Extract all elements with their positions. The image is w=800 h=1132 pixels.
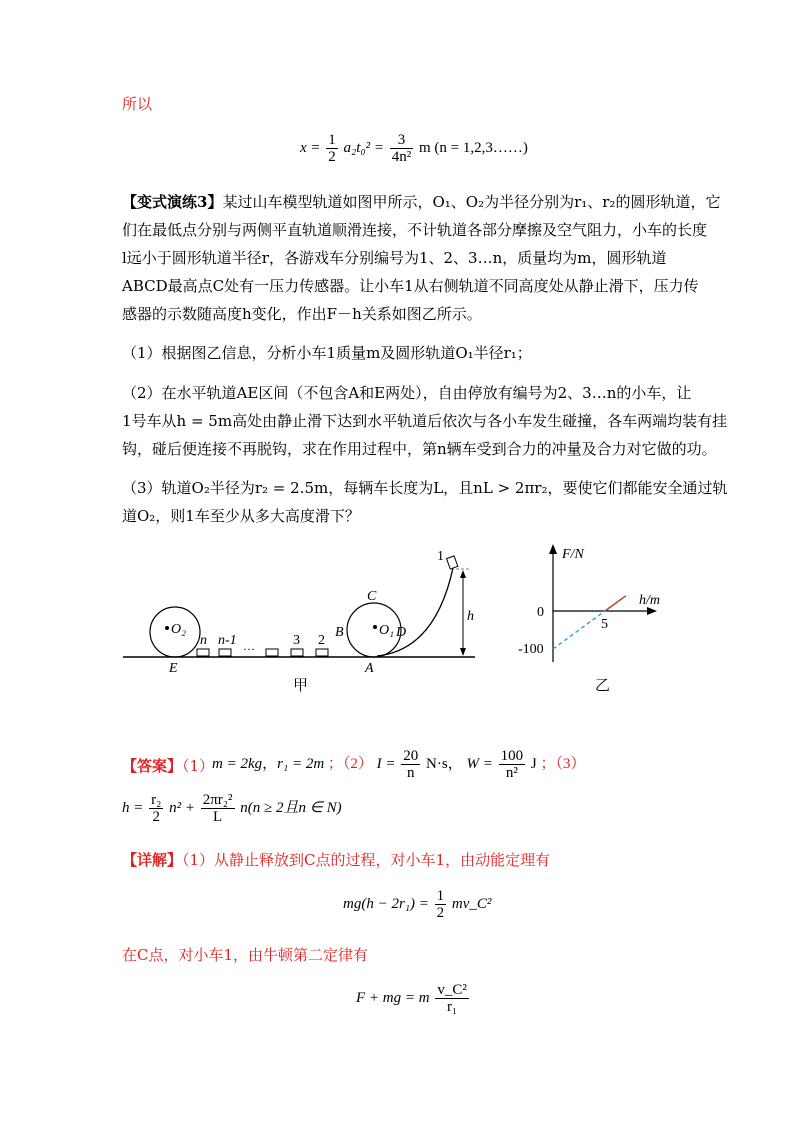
equation-x bbox=[300, 132, 528, 165]
problem-line-3: l远小于圆形轨道半径r，各游戏车分别编号为1、2、3…n，质量均为m，圆形轨道 bbox=[122, 249, 667, 267]
car-2 bbox=[316, 649, 328, 656]
frac-num: 2πr₂² bbox=[202, 792, 233, 808]
answer-mass: m = 2kg bbox=[212, 755, 263, 772]
problem-line-2: 们在最低点分别与两侧平直轨道顺滑连接，不计轨道各部分摩擦及空气阻力，小车的长度 bbox=[122, 221, 708, 239]
arrow-head-top bbox=[460, 570, 466, 578]
car-1 bbox=[447, 556, 458, 569]
frac-den: n bbox=[407, 765, 415, 781]
frac-den: 4n² bbox=[391, 149, 412, 165]
question-2-line-1: （2）在水平轨道AE区间（不包含A和E两处），自由停放有编号为2、3…n的小车，让 bbox=[122, 384, 692, 402]
eq-condition: (n = 1,2,3……) bbox=[434, 139, 528, 156]
center-o2-dot bbox=[165, 626, 169, 630]
label-h: h bbox=[467, 609, 474, 624]
series-line-dashed bbox=[553, 611, 605, 649]
label-n-1: n-1 bbox=[218, 633, 237, 648]
energy-equation bbox=[343, 888, 491, 921]
energy-lhs: mg(h − 2r₁) = bbox=[343, 895, 429, 912]
explain-line-2: 在C点，对小车1，由牛顿第二定律有 bbox=[122, 946, 369, 964]
fraction-3-4n2 bbox=[390, 132, 414, 165]
eq-unit: m bbox=[419, 139, 431, 156]
label-car-1: 1 bbox=[437, 549, 444, 564]
newton-lhs: F + mg = m bbox=[356, 989, 430, 1006]
problem-line-1 bbox=[122, 191, 720, 213]
label-n: n bbox=[200, 633, 207, 648]
newton-equation bbox=[356, 982, 471, 1015]
label-car-3: 3 bbox=[293, 633, 300, 648]
height-lhs: h = bbox=[122, 799, 144, 816]
label-a: A bbox=[365, 661, 374, 676]
frac-num: 3 bbox=[390, 132, 414, 149]
explain-line-1 bbox=[122, 849, 550, 871]
problem-line-4: ABCD最高点C处有一压力传感器。让小车1从右侧轨道不同高度处从静止滑下，压力传 bbox=[122, 277, 699, 295]
frac-den: 2 bbox=[328, 149, 336, 165]
frac-den: 2 bbox=[436, 905, 445, 921]
problem-line-5: 感器的示数随高度h变化，作出F－h关系如图乙所示。 bbox=[122, 305, 482, 323]
arrow-head-bottom bbox=[460, 648, 466, 656]
figure-jia bbox=[115, 540, 485, 700]
label-d: D bbox=[396, 625, 407, 640]
y-tick-label: -100 bbox=[518, 642, 544, 657]
frac-num: 1 bbox=[436, 888, 445, 904]
question-2-line-2: 1号车从h = 5m高处由静止滑下达到水平轨道后依次与各小车发生碰撞，各车两端均装有挂 bbox=[122, 412, 728, 430]
caption-yi: 乙 bbox=[595, 678, 611, 694]
eq-lhs: x = bbox=[300, 139, 321, 156]
answer-tag: 【答案】 bbox=[122, 757, 183, 775]
frac-num: 1 bbox=[328, 132, 336, 148]
caption-jia: 甲 bbox=[293, 678, 309, 694]
x-axis-label: h/m bbox=[639, 593, 660, 608]
frac-num: v_C² bbox=[437, 982, 467, 998]
label-b: B bbox=[335, 625, 344, 640]
question-3-line-1: （3）轨道O₂半径为r₂ = 2.5m，每辆车长度为L，且nL > 2πr₂，要使它们都能安全通过轨 bbox=[122, 479, 728, 497]
x-tick-label: 5 bbox=[601, 617, 608, 632]
height-mid: n² + bbox=[169, 799, 195, 816]
car-n bbox=[197, 649, 209, 656]
impulse-fraction bbox=[401, 748, 420, 781]
energy-fraction bbox=[435, 888, 447, 921]
impulse-lhs: I = bbox=[376, 755, 396, 772]
frac-num: r₂ bbox=[151, 792, 162, 808]
work-fraction bbox=[499, 748, 526, 781]
answer-line-1 bbox=[122, 755, 214, 777]
problem-text: 某过山车模型轨道如图甲所示，O₁、O₂为半径分别为r₁、r₂的圆形轨道，它 bbox=[222, 193, 721, 211]
frac-den: r₁ bbox=[446, 999, 458, 1015]
x-axis-arrow bbox=[647, 607, 657, 615]
cars bbox=[197, 649, 328, 656]
label-o1: O₁ bbox=[379, 623, 394, 638]
frac-num: 20 bbox=[403, 748, 419, 764]
label-c: C bbox=[367, 589, 377, 604]
origin-label: 0 bbox=[537, 605, 544, 620]
ramp-curve bbox=[377, 568, 453, 656]
work-unit: J bbox=[530, 755, 537, 772]
answer-part1: （1） bbox=[182, 757, 215, 775]
energy-rhs: mv_C² bbox=[451, 895, 492, 912]
frac-den: 2 bbox=[152, 809, 160, 825]
intro-label: 所以 bbox=[122, 95, 153, 113]
question-1: （1）根据图乙信息，分析小车1质量m及圆形轨道O₁半径r₁； bbox=[122, 344, 532, 362]
y-axis-arrow bbox=[549, 544, 557, 554]
figure-yi-chart bbox=[515, 540, 685, 700]
height-frac-2 bbox=[201, 792, 235, 825]
newton-fraction bbox=[435, 982, 469, 1015]
answer-part3: ；（3） bbox=[540, 755, 586, 772]
problem-tag: 【变式演练3】 bbox=[122, 193, 223, 211]
frac-num: 100 bbox=[500, 748, 524, 764]
center-o1-dot bbox=[373, 625, 377, 629]
fraction-half bbox=[326, 132, 338, 165]
answer-equations: m = 2kg，r₁ = 2m ；（2） I = $\frac{20}{n}$ N·s， W = $\frac{100}{\text{n²}}$ J ；（3） bbox=[212, 748, 586, 781]
explain-text: （1）从静止释放到C点的过程，对小车1，由动能定理有 bbox=[182, 851, 551, 869]
height-tail: n(n ≥ 2且n ∈ N) bbox=[240, 799, 342, 816]
height-frac-1 bbox=[149, 792, 163, 825]
question-3-line-2: 道O₂，则1车至少从多大高度滑下？ bbox=[122, 507, 360, 525]
question-2-line-3: 钩，碰后便连接不再脱钩，求在作用过程中，第n辆车受到合力的冲量及合力对它做的功。 bbox=[122, 440, 717, 458]
label-dots: … bbox=[243, 639, 255, 653]
y-axis-label: F/N bbox=[562, 547, 584, 562]
label-car-2: 2 bbox=[318, 633, 325, 648]
label-o2: O₂ bbox=[171, 622, 186, 637]
frac-den: L bbox=[213, 809, 223, 825]
answer-radius: r₁ = 2m bbox=[277, 755, 325, 772]
impulse-unit: N·s bbox=[426, 755, 448, 772]
car-mid bbox=[266, 649, 278, 656]
answer-height-eq bbox=[122, 792, 342, 825]
car-3 bbox=[291, 649, 303, 656]
car-n-1 bbox=[219, 649, 231, 656]
eq-mid: a₂t₀² = bbox=[343, 139, 384, 156]
label-e: E bbox=[169, 661, 178, 676]
explain-tag: 【详解】 bbox=[122, 851, 183, 869]
series-line-solid bbox=[605, 596, 626, 611]
frac-den: n² bbox=[505, 765, 518, 781]
work-lhs: W = bbox=[466, 755, 493, 772]
answer-part2: ；（2） bbox=[327, 755, 373, 772]
